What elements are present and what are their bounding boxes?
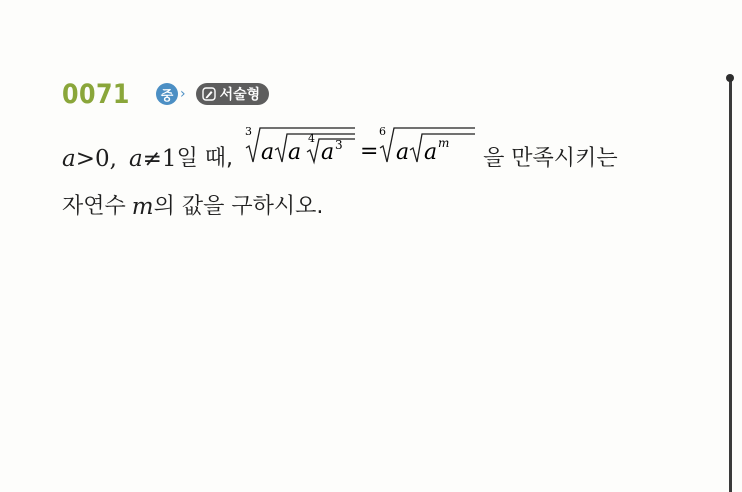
page-edge-line: [729, 78, 732, 492]
page-edge-marker: [726, 74, 734, 82]
left-radical: [245, 125, 355, 165]
math-var-a: a: [288, 140, 302, 165]
text-natural: 자연수: [62, 194, 126, 219]
exponent: m: [438, 136, 450, 150]
statement-line-1: [62, 125, 618, 172]
statement-line-2: [62, 180, 323, 220]
text-when: 일 때,: [176, 146, 234, 171]
chevron-right-icon: ›: [180, 86, 186, 102]
math-var-a: a: [396, 140, 410, 165]
type-tag-label: 서술형: [219, 87, 261, 103]
condition-1: >0,: [75, 146, 117, 172]
problem-header: [62, 74, 269, 114]
text-find: 의 값을 구하시오.: [153, 194, 324, 219]
math-var-a: a: [424, 140, 438, 165]
text-satisfy: 을 만족시키는: [483, 146, 618, 171]
difficulty-badge: 중: [156, 83, 178, 105]
difficulty-indicator: [156, 83, 186, 105]
exponent: 3: [335, 138, 343, 152]
condition-var: a: [62, 146, 76, 172]
math-var-m: m: [131, 194, 154, 220]
math-var-a: a: [261, 140, 275, 165]
equation: [245, 122, 477, 172]
condition-2: ≠1: [142, 146, 177, 172]
radical-index: 3: [245, 125, 253, 138]
type-tag: [196, 83, 270, 105]
right-radical: [379, 125, 475, 165]
pencil-icon: [201, 86, 217, 102]
radical-index: 6: [379, 125, 387, 138]
condition-var: a: [128, 146, 143, 172]
math-var-a: a: [321, 140, 335, 165]
problem-number: 0071: [62, 78, 130, 110]
equals-sign: =: [360, 139, 379, 164]
radical-index: 4: [308, 132, 316, 145]
